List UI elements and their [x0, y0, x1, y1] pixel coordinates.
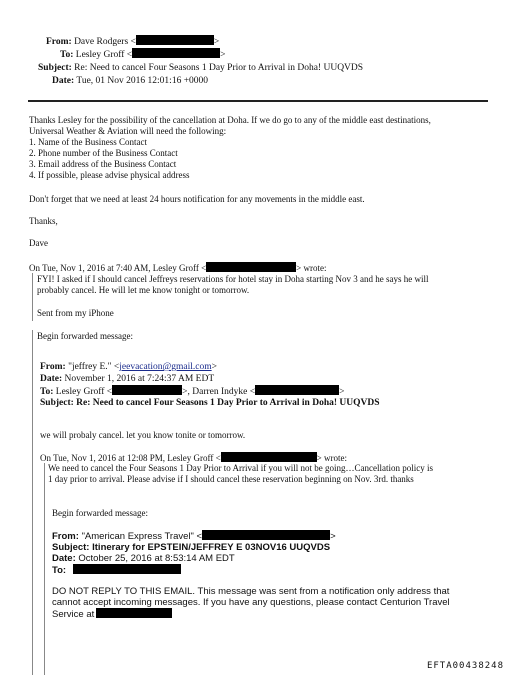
fwd-date-value: October 25, 2016 at 8:53:14 AM EDT — [78, 553, 235, 564]
reply-para-line: Universal Weather & Aviation will need the following: — [29, 126, 227, 136]
quote-bar-outer — [32, 330, 33, 675]
fwd1-date-row — [40, 373, 214, 385]
reply-para-2: Don't forget that we need at least 24 hours notification for any movements in the middle east. — [29, 194, 365, 204]
list-item: 4. If possible, please advise physical address — [29, 170, 190, 180]
fwd-to-value: >, Darren Indyke < — [182, 387, 256, 397]
redaction-bar — [136, 35, 214, 45]
fwd2-header — [52, 530, 336, 576]
fwd2-to-row — [52, 564, 336, 576]
header-from-value: Dave Rodgers < — [74, 37, 136, 47]
bracket: > — [211, 362, 217, 372]
begin-forwarded-2: Begin forwarded message: — [52, 508, 148, 518]
fwd-from-name: "jeffrey E." < — [68, 362, 120, 372]
quote2-body — [48, 463, 433, 485]
sent-from: Sent from my iPhone — [37, 308, 114, 318]
quote-body — [37, 274, 428, 296]
attribution-text: On Tue, Nov 1, 2016 at 12:08 PM, Lesley Groff < — [40, 453, 221, 463]
bracket: > — [220, 50, 226, 60]
header-subject-value: Re: Need to cancel Four Seasons 1 Day Prior to Arrival in Doha! UUQVDS — [74, 63, 364, 73]
header-date-label: Date: — [52, 76, 75, 86]
begin-forwarded: Begin forwarded message: — [37, 331, 133, 341]
header-from-row — [46, 35, 219, 48]
email-link[interactable]: jeevacation@gmail.com — [119, 362, 212, 372]
redaction-bar — [202, 530, 330, 540]
header-from-label: From: — [46, 37, 72, 47]
reply-signature: Dave — [29, 238, 48, 248]
notice-text: Service at — [52, 609, 95, 620]
fwd-subject-label: Subject: — [52, 542, 90, 553]
fwd-from-label: From: — [40, 362, 66, 372]
quote-attribution — [29, 262, 327, 274]
quote-line: We need to cancel the Four Seasons 1 Day Prior to Arrival if you will not be going…Cancellation policy is — [48, 463, 433, 473]
redaction-bar — [132, 48, 220, 58]
bracket: > — [213, 37, 220, 47]
reply-para-line: Thanks Lesley for the possibility of the cancellation at Doha. If we do go to any of the middle east destinations, — [29, 115, 431, 125]
redaction-bar — [96, 608, 172, 618]
header-date-row — [52, 75, 208, 87]
attribution-text: > wrote: — [296, 263, 327, 273]
redaction-bar — [221, 452, 317, 462]
fwd1-from-row — [40, 361, 217, 373]
notice-line: DO NOT REPLY TO THIS EMAIL. This message was sent from a notification only address that — [52, 586, 450, 597]
fwd-subject-value: Itinerary for EPSTEIN/JEFFREY E 03NOV16 UUQVDS — [92, 542, 331, 553]
fwd2-from-row — [52, 530, 336, 542]
reply-thanks: Thanks, — [29, 216, 58, 226]
header-to-label: To: — [60, 50, 74, 60]
quote-bar — [32, 273, 33, 321]
reply-body — [29, 115, 431, 181]
attribution-text: On Tue, Nov 1, 2016 at 7:40 AM, Lesley Groff < — [29, 263, 207, 273]
bates-number: EFTA00438248 — [426, 661, 504, 671]
fwd-subject-label: Subject: — [40, 398, 74, 408]
bracket: > — [330, 531, 336, 542]
notice-line — [52, 608, 450, 620]
quote-line: FYI! I asked if I should cancel Jeffreys reservations for hotel stay in Doha starting Nov 3 and he says he will — [37, 274, 429, 284]
header-date-value: Tue, 01 Nov 2016 12:01:16 +0000 — [76, 76, 209, 86]
header-subject-row — [38, 62, 363, 74]
fwd-to-label: To: — [40, 387, 54, 397]
attribution-text: > wrote: — [316, 453, 347, 463]
list-item: 3. Email address of the Business Contact — [29, 159, 177, 169]
quote-line: probably cancel. He will let me know tonight or tomorrow. — [37, 285, 250, 295]
redaction-bar — [112, 385, 182, 395]
header-subject-label: Subject: — [38, 63, 72, 73]
fwd-to-value: Lesley Groff < — [55, 387, 113, 397]
quote-line: 1 day prior to arrival. Please advise if I should cancel these reservation beginning on Nov. 3rd. thanks — [48, 474, 414, 484]
header-to-value: Lesley Groff < — [75, 50, 133, 60]
header-to-row — [60, 48, 226, 61]
fwd-date-label: Date: — [40, 374, 63, 384]
redaction-bar — [73, 564, 181, 574]
fwd-from-value: "American Express Travel" < — [81, 531, 203, 542]
redaction-bar — [206, 262, 296, 272]
redaction-bar — [255, 385, 339, 395]
bracket: > — [339, 387, 345, 397]
fwd2-subject-row — [52, 542, 336, 553]
fwd2-date-row — [52, 553, 336, 564]
fwd-from-label: From: — [52, 531, 79, 542]
header-divider — [28, 100, 488, 102]
fwd1-body: we will probaly cancel. let you know tonite or tomorrow. — [40, 430, 246, 440]
fwd2-notice — [52, 586, 450, 620]
fwd-date-label: Date: — [52, 553, 76, 564]
fwd1-subject-row — [40, 397, 380, 409]
notice-line: cannot accept incoming messages. If you have any questions, please contact Centurion Travel — [52, 597, 450, 608]
quote-bar-inner — [44, 463, 45, 675]
list-item: 2. Phone number of the Business Contact — [29, 148, 178, 158]
list-item: 1. Name of the Business Contact — [29, 137, 147, 147]
fwd-to-label: To: — [52, 565, 67, 576]
fwd-date-value: November 1, 2016 at 7:24:37 AM EDT — [64, 374, 215, 384]
fwd-subject-value: Re: Need to cancel Four Seasons 1 Day Prior to Arrival in Doha! UUQVDS — [76, 398, 380, 408]
